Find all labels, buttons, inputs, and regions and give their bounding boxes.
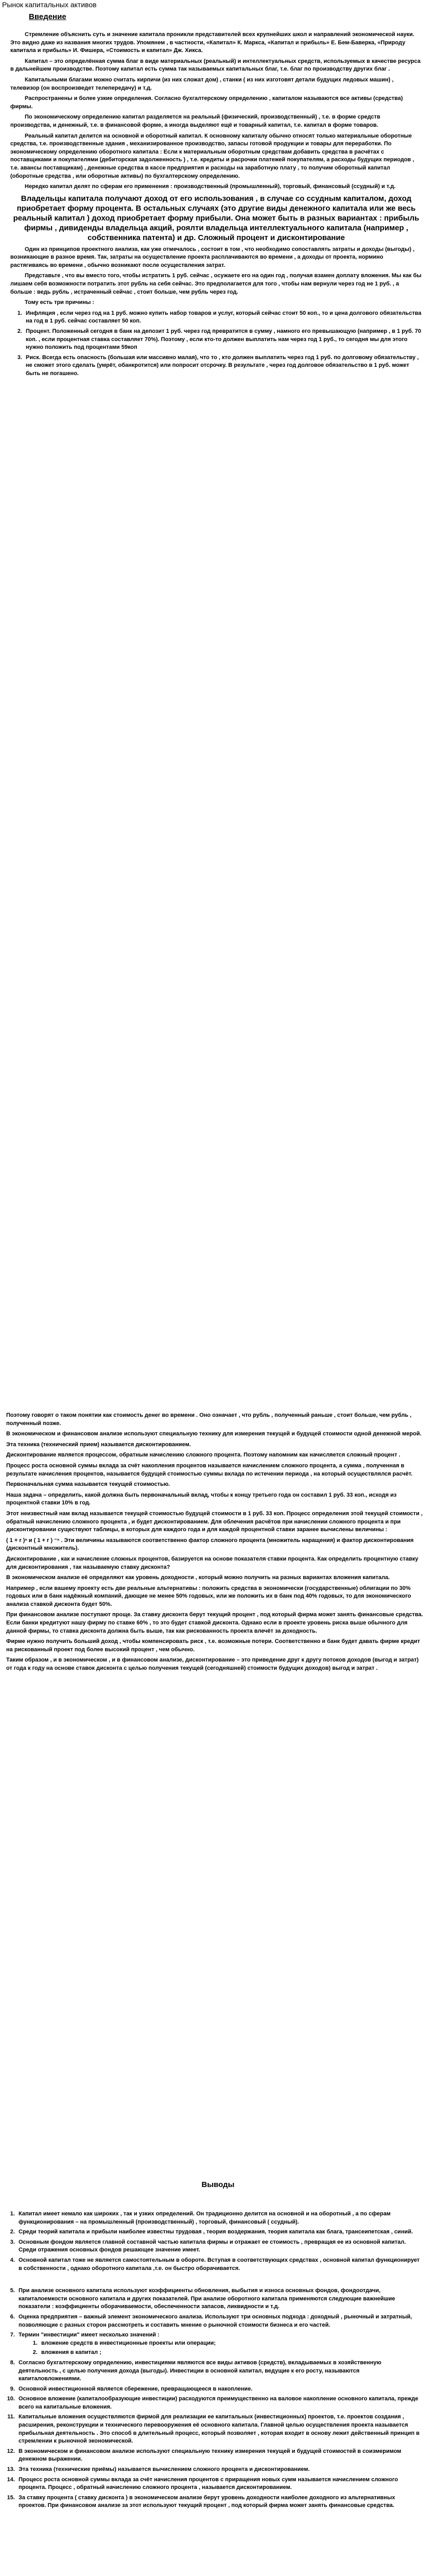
list-item: 15. За ставку процента ( ставку дисконта ) в экономическом анализе берут уровень доходности наиболее доходного из альтернативных проектов. При финансовом анализе за этот используют текущий процент , под который фирма может занять финансовые средства.: [16, 2494, 420, 2510]
thesis-tail: Сложный процент и дисконтирование: [198, 233, 345, 242]
list-item: 3. Риск. Всегда есть опасность (большая или массивно малая), что то , кто должен выплатить через год 1 руб. по долговому обязательству , не сможет этого сделать (умрёт, обанкротится) или попросит отсрочку. В результате , через год долговое обязательство в 1 руб. может быть не погашено.: [24, 354, 422, 378]
paragraph: Реальный капитал делится на основной и оборотный капитал. К основному капиталу обычно относят только материальные оборотные средства, т.е. производственные здания , механизированное производство, запасы готовой продукции и товары для переработки. По экономическому определению оборотного капитала : Если к материальным оборотным средствам добавить средства в расчётах с поставщиками и покупателями (дебиторская задолженность ) , т.е. кредиты и расрочки платежей покупателям, а расходы будущих периодов , т.е. авансы поставщикам) , денежные средства в кассе предприятия и расходы на заработную плату , то получим оборотный капитал (оборотные средства , или оборотные активы) по бухгалтерскому определению.: [10, 132, 414, 179]
paragraph: Дисконтирование , как и начисление сложных процентов, базируется на основе показателя ставки процента. Как определить процентную ставку для дисконтирования , так называемую ставку дисконта?: [6, 1555, 418, 1570]
paragraph: В экономическом и финансовом анализе используют специальную технику для измерения текущей и будущей стоимости одной денежной мерой.: [6, 1431, 422, 1437]
list-item: 14. Процесс роста основной суммы вклада за счёт начисления процентов с приращения новых сумм называется начислением сложного процента. Процесс , обратный начислению сложного процента , называется дисконтированием.: [16, 2476, 420, 2492]
list-item: 13. Эта техника (технические приёмы) называется вычислением сложного процента и дисконтированием.: [16, 2466, 420, 2474]
list-item: 1. Капитал имеет немало как широких , так и узких определений. Он традиционно делится на основной и на оборотный , а по сферам функционирования – на промышленный (производственный) , торговый, финансовый ( ссудный).: [16, 2210, 420, 2226]
list-item: 6. Оценка предприятия – важный элемент экономического анализа. Используют три основных подхода : доходный , рыночный и затратный, позволяющие с разных сторон рассмотреть и составить мнение о рыночной стоимости бизнеса и его частей.: [16, 2313, 420, 2329]
formula-paragraph: ( 1 + r )ⁿ и ( 1 + r ) ⁻ⁿ . Эти величины называются соответственно фактор сложного процента (множитель наращения) и фактор дисконтирования (дисконтный множитель).: [6, 1537, 414, 1552]
paragraph: Один из принципов проектного анализа, как уже отмечалось , состоит в том , что необходимо сопоставлять затраты и доходы (выгоды) , возникающие в разное время. Так, затраты на осуществление проекта расплачиваются во времени , а доходы от проекта, нормино растягиваясь во времени , обычно возникают после осуществления затрат.: [10, 246, 415, 268]
discounting-section: [6, 1412, 424, 1675]
list-item: 9. Основной инвестиционной является сбережение, превращающееся в накопление.: [16, 2385, 420, 2394]
thesis-heading: [10, 194, 422, 243]
document-title: Рынок капитальных активов: [2, 1, 97, 9]
paragraph: Нередко капитал делят по сферам его применения : производственный (промышленный), торговый, финансовый (ссудный) и т.д.: [25, 183, 396, 190]
list-item: 1. Инфляция , если через год на 1 руб. можно купить набор товаров и услуг, который сейчас стоит 50 коп., то и цена долгового обязательства на год в 1 руб. сейчас составляет 50 коп.: [24, 310, 422, 326]
intro-heading: Введение: [29, 12, 66, 21]
paragraph: Тому есть три причины :: [25, 299, 95, 306]
conclusions-body: [3, 2210, 420, 2512]
list-item: 10. Основное вложение (капиталообразующие инвестиции) расходуются преимущественно на валовое накопление основного капитала, прежде всего на капитальные вложения.: [16, 2395, 420, 2411]
list-item: 8. Согласно бухгалтерскому определению, инвестициями являются все виды активов (средств), вкладываемых в хозяйственную деятельность , с целью получения дохода (выгоды). Инвестиции в основной капитал, ведущие к его росту, называются капиталовложениями.: [16, 2359, 420, 2383]
sub-list-item: 2. вложения в капитал ;: [39, 2349, 420, 2357]
paragraph: Стремление объяснить суть и значение капитала проникли представителей всех крупнейших школ и направлений экономической науки. Это видно даже из названия многих трудов. Упомянем , в частности, «Капитал» К. Маркса, «Капитал и прибыль» Е. Бем-Баверка, «Природу капитала и прибыль» И. Фишера, «Стоимость и капитал» Дж. Хикса.: [10, 31, 415, 54]
reasons-list: [10, 310, 422, 378]
paragraph: Таким образом , и в экономическом , и в финансовом анализе, дисконтирование – это приведение друг к другу потоков доходов (выгод и затрат) от года к году на основе ставок дисконта с целью получения текущей (сегодняшней) стоимости будущих доходов) выгод и затрат .: [6, 1657, 419, 1672]
paragraph: Капитал – это определённая сумма благ в виде материальных (реальный) и интеллектуальных средств, используемых в качестве ресурса в дальнейшем производстве. Поэтому капитал есть сумма так называемых капитальных благ, т.е. благ по производству других благ .: [10, 58, 421, 73]
sub-list-item: 1. вложение средств в инвестиционные проекты или операции;: [39, 2340, 420, 2348]
paragraph: Процесс роста основной суммы вклада за счёт накопления процентов называется начислением сложного процента, а сумма , полученная в результате начисления процентов, называется будущей стоимостью суммы вклада по истечении периода , на который осуществлялся расчёт.: [6, 1462, 413, 1477]
investment-meanings-list: [19, 2340, 420, 2357]
conclusions-heading: Выводы: [201, 2180, 235, 2189]
list-item: 2. Среди теорий капитала и прибыли наиболее известны трудовая , теория воздержания, теория капитала как блага, трансеипетская , синий.: [16, 2228, 420, 2236]
paragraph: При финансовом анализе поступают проще. За ставку дисконта берут текущий процент , под который фирма может занять финансовые средства. Если банки кредитуют нашу фирму по ставке 60% , то это будет ставкой дисконта. Однако если в проекте уровень риска выше обычного для данной фирмы, то ставка дисконта должна быть выше, так как рискованность проекта влечёт за доходность.: [6, 1612, 423, 1634]
paragraph: Поэтому говорят о таком понятии как стоимость денег во времени . Оно означает , что рубль , полученный раньше , стоит больше, чем рубль , полученный позже.: [6, 1412, 412, 1427]
paragraph: Эта техника (технический прием) называется дисконтированием.: [6, 1441, 191, 1448]
list-item: 11. Капитальные вложения осуществляются фирмой для реализации ее капитальных (инвестиционных) проектов, т.е. проектов создания , расширения, реконструкции и технического перевооружения её основного капитала. Главной целью осуществления проекта называется прибыльная деятельность . Это способ в длительный процесс, который позволяет , которая входит в основу лежит действенный принцип в стремлении к рыночной экономической.: [16, 2413, 420, 2445]
paragraph: Например , если вашему проекту есть две реальные альтернативы : положить средства в экономически (государственные) облигации по 30% годовых или в банк надёжный компаний, дающие не менее 50% годовых, или же положить их в банк под 40% годовых, то для экономического анализа ставкой дисконта будет 50%.: [6, 1585, 411, 1607]
list-item: 3. Основным фондом является главной составной частью капитала фирмы и отражает ее стоимость , превращая ее из основной капитал. Среди отражения основных фондов решающее значение имеет.: [16, 2239, 420, 2255]
paragraph: Представьте , что вы вместо того, чтобы истратить 1 руб. сейчас , осужаете его на один год , получая взамен доплату вложения. Мы как бы лишаем себя возможности потратить этот рубль на себя сейчас. Это предполагается для того , чтобы нам вернули через год не 1 руб. , а больше : ведь рубль , истраченный сейчас , стоит больше, чем рубль через год.: [10, 273, 422, 295]
intro-body: [10, 31, 422, 380]
list-item: [16, 2331, 420, 2357]
paragraph: По экономическому определению капитал разделяется на реальный (физический, производственный) , т.е. в форме средств производства, и денежный, т.е. в финансовой форме, а иногда выделяют ещё и товарный капитал, т.е. капитал в форме товаров.: [10, 114, 380, 128]
paragraph: Наша задача – определить, какой должна быть первоначальный вклад, чтобы к концу третьего года он составил 1 руб. 33 коп., исходя из процентной ставки 10% в год.: [6, 1492, 397, 1506]
list-item-text: Термин "инвестиции" имеет несколько значений :: [19, 2332, 160, 2338]
conclusions-list: [3, 2210, 420, 2510]
paragraph: Фирме нужно получить больший доход , чтобы компенсировать риск , т.е. возможные потери. Соответственно и банк будет давать фирме кредит на рискованный проект под более высокий процент , чем обычно.: [6, 1638, 420, 1653]
list-item: 2. Процент. Положенный сегодня в банк на депозит 1 руб. через год превратится в сумму , намного его превышающую (например , в 1 руб. 70 коп. , если процентная ставка составляет 70%). Поэтому , если кто-то должен выплатить нам через год 1 руб., то сегодня мы для этого нужно положить под процентами 59коп: [24, 328, 422, 352]
paragraph: Распространены и более узкие определения. Согласно бухгалтерскому определению , капиталом называются все активы (средства) фирмы.: [10, 95, 403, 110]
paragraph: Этот неизвестный нам вклад называется текущей стоимостью будущей стоимости в 1 руб. 33 коп. Процесс определения этой текущей стоимости , обратный начислению сложного процента , и будет дисконтированием. Для облечения расчётов при начислении сложного процента и при дисконтировании существуют таблицы, в которых для каждого года и для каждой процентной ставки заранее вычислены величины :: [6, 1510, 423, 1533]
list-item: 5. При анализе основного капитала используют коэффициенты обновления, выбытия и износа основных фондов, фондоотдачи, капиталоемкости основного капитала и других показателей. При анализе оборотного капитала применяются следующие важнейшие показатели : коэффициенты оборачиваемости, обеспеченности запасов, ликвидности и т.д.: [16, 2287, 420, 2311]
paragraph: Дисконтирование является процессом, обратным начислению сложного процента. Поэтому напомним как начисляется сложный процент .: [6, 1452, 400, 1459]
paragraph: Первоначальная сумма называется текущей стоимостью.: [6, 1481, 170, 1488]
thesis-text: Владельцы капитала получают доход от его использования , в случае со ссудным капиталом, доход приобретает форму процента. В остальных случаях (это другие виды денежного капитала или же весь реальный капитал ) доход приобретает форму прибыли. Она может быть в разных вариантах : прибыль фирмы , дивиденды владельца акций, роялти владельца интеллектуального капитала (например , собственника патента) и др.: [13, 194, 420, 242]
list-item: 4. Основной капитал тоже не является самостоятельным в обороте. Вступая в соответствующих средствах , основной капитал функционирует в собственности , однако оборотного капитала ,т.е. он быстро оборачивается.: [16, 2257, 420, 2273]
paragraph: В экономическом анализе её определяют как уровень доходности , который можно получить на разных вариантах вложения капитала.: [6, 1574, 390, 1581]
list-item: 12. В экономическом и финансовом анализе используют специальную технику измерения текущей и будущей стоимостей в соизмеримом денежном выражении.: [16, 2448, 420, 2464]
paragraph: Капитальными благами можно считать кирпичи (из них сложат дом) , станки ( из них изготовят детали будущих ледовых машин) , телевизор (он воспроизведет телепередачу) и т.д.: [10, 76, 394, 91]
